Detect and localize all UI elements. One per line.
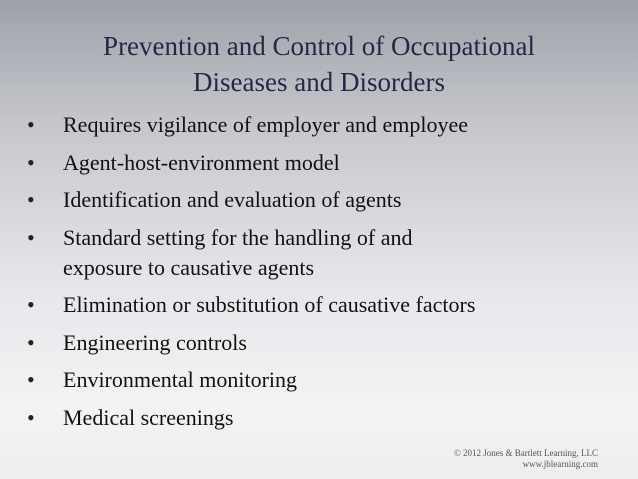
bullet-text-line: Medical screenings (63, 404, 234, 430)
bullet-text-line: Standard setting for the handling of and (63, 224, 413, 250)
bullet-dot-icon: • (27, 367, 35, 392)
bullet-item (27, 148, 632, 178)
bullet-dot-icon: • (27, 404, 35, 430)
bullet-text-line: Agent-host-environment model (63, 149, 340, 175)
bullet-text-line: Identification and evaluation of agents (63, 187, 402, 212)
copyright-line: © 2012 Jones & Bartlett Learning, LLC (453, 448, 598, 458)
bullet-list (27, 110, 632, 440)
bullet-text (63, 148, 632, 178)
website-line: www.jblearning.com (522, 459, 598, 469)
bullet-text (63, 290, 632, 320)
bullet-text-line: Engineering controls (63, 329, 247, 355)
slide-title-line-1: Prevention and Control of Occupational (103, 31, 535, 61)
bullet-text-line: Elimination or substitution of causative factors (63, 292, 476, 317)
bullet-text-line: Environmental monitoring (63, 367, 298, 392)
bullet-text-line: Requires vigilance of employer and employee (63, 112, 469, 137)
bullet-text (63, 223, 632, 283)
bullet-dot-icon: • (27, 329, 35, 355)
copyright-credit (454, 448, 598, 470)
bullet-text-line: exposure to causative agents (63, 254, 315, 280)
slide-title (0, 28, 638, 100)
bullet-dot-icon: • (27, 149, 35, 175)
bullet-item (27, 110, 632, 140)
bullet-item (27, 223, 632, 283)
bullet-text (63, 185, 632, 215)
bullet-dot-icon: • (27, 224, 35, 250)
bullet-dot-icon: • (27, 112, 35, 137)
slide-title-line-2: Diseases and Disorders (193, 67, 445, 97)
bullet-dot-icon: • (27, 187, 35, 212)
bullet-item (27, 185, 632, 215)
bullet-text (63, 328, 632, 358)
bullet-text (63, 365, 632, 395)
bullet-dot-icon: • (27, 292, 35, 317)
bullet-text (63, 403, 632, 433)
bullet-item (27, 365, 632, 395)
bullet-text (63, 110, 632, 140)
bullet-item (27, 403, 632, 433)
bullet-item (27, 328, 632, 358)
bullet-item (27, 290, 632, 320)
